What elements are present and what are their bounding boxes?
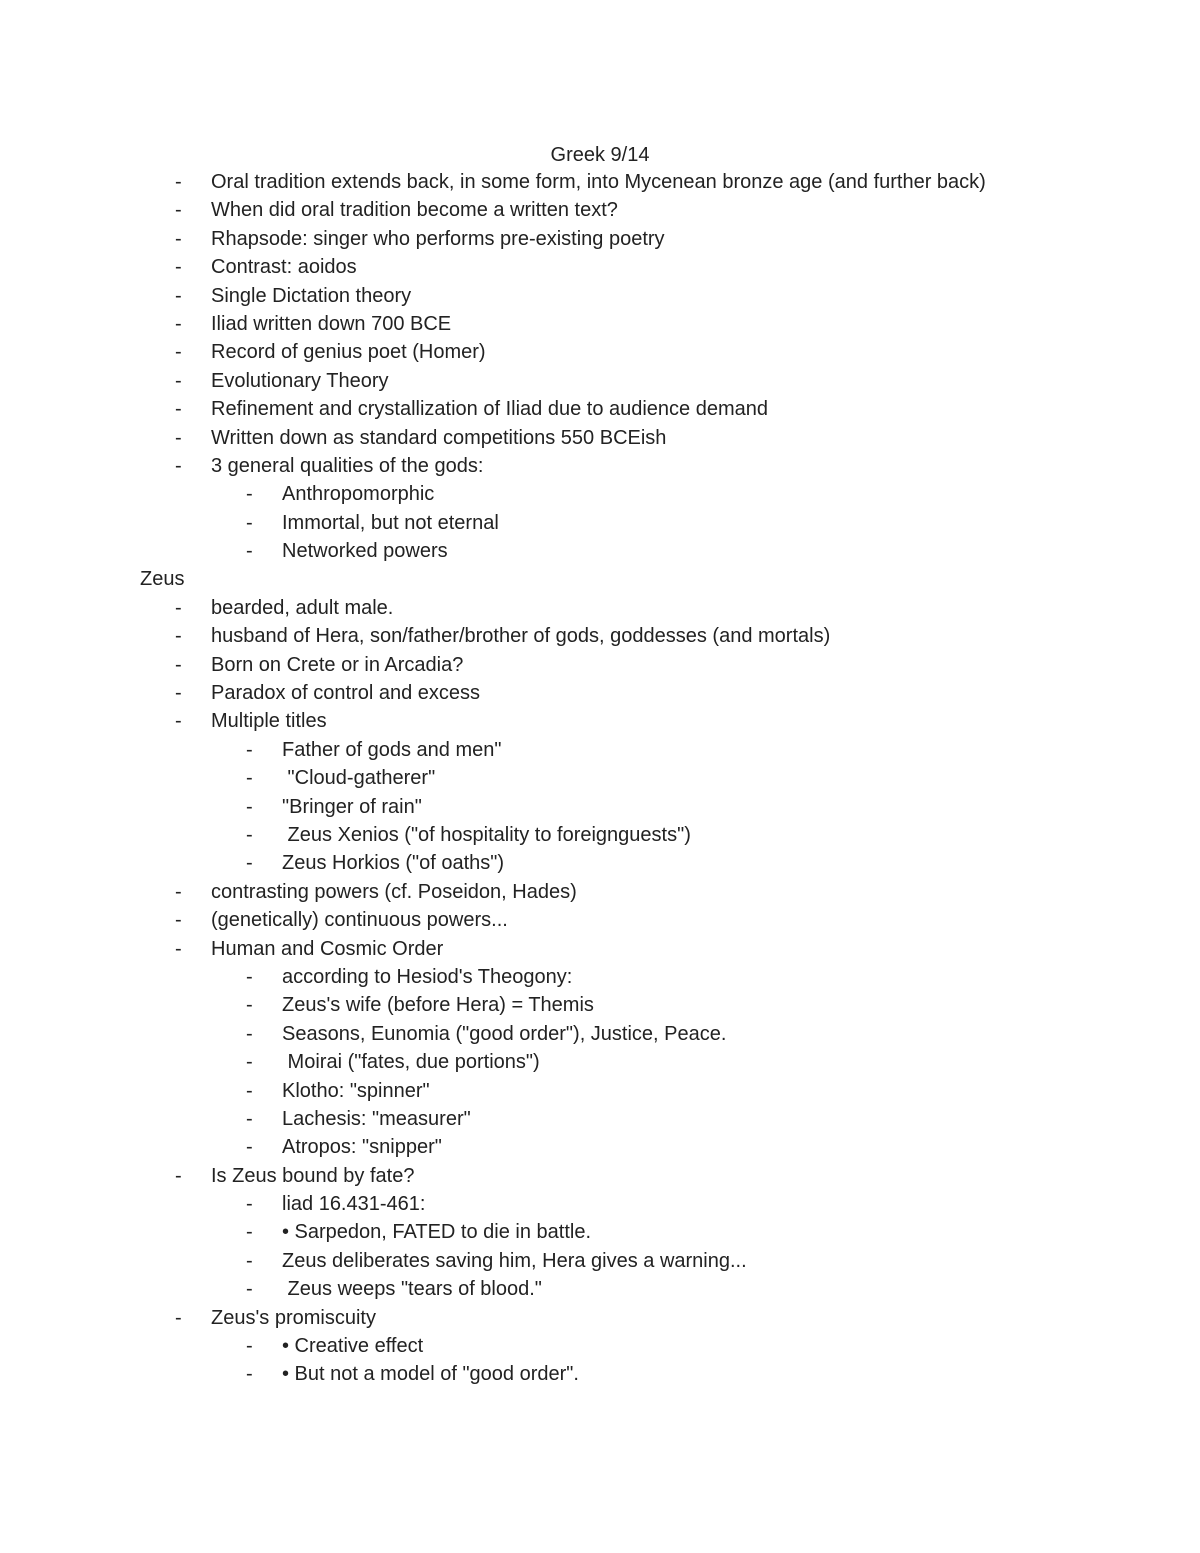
bullet-dash: -	[246, 738, 253, 761]
sub-list-item-text: Zeus weeps "tears of blood."	[282, 1278, 542, 1301]
list-item-text: Iliad written down 700 BCE	[211, 312, 452, 335]
sub-list-item-text: Networked powers	[282, 540, 448, 563]
list-item-text: Human and Cosmic Order	[211, 937, 444, 960]
list-item	[0, 168, 1200, 196]
sub-list-item	[0, 1190, 1200, 1218]
sub-list-item-text: liad 16.431-461:	[282, 1193, 426, 1216]
list-item	[0, 935, 1200, 963]
list-item-text: 3 general qualities of the gods:	[211, 454, 484, 477]
bullet-dash: -	[246, 1363, 253, 1386]
list-item-text: Rhapsode: singer who performs pre-existing poetry	[211, 227, 665, 250]
sub-list-item-text: Anthropomorphic	[282, 483, 435, 506]
section-heading-text: Zeus	[140, 568, 185, 591]
bullet-dash: -	[175, 454, 182, 477]
sub-list-item	[0, 509, 1200, 537]
bullet-dash: -	[246, 511, 253, 534]
bullet-dash: -	[175, 398, 182, 421]
notes-body	[0, 168, 1200, 1389]
sub-list-item	[0, 1332, 1200, 1360]
bullet-dash: -	[246, 1335, 253, 1358]
bullet-dash: -	[246, 1022, 253, 1045]
list-item-text: Record of genius poet (Homer)	[211, 341, 486, 364]
sub-list-item-text: Zeus Xenios ("of hospitality to foreignguests")	[282, 823, 691, 846]
bullet-dash: -	[175, 909, 182, 932]
bullet-dash: -	[175, 199, 182, 222]
sub-list-item-text: Zeus deliberates saving him, Hera gives a warning...	[282, 1249, 747, 1272]
list-item-text: bearded, adult male.	[211, 596, 394, 619]
list-item-text: Multiple titles	[211, 710, 327, 733]
bullet-dash: -	[175, 625, 182, 648]
list-item	[0, 1162, 1200, 1190]
section-heading	[0, 565, 1200, 593]
bullet-dash: -	[246, 1221, 253, 1244]
sub-list-item-text: • Creative effect	[282, 1335, 424, 1358]
list-item-text: Paradox of control and excess	[211, 682, 481, 705]
list-item	[0, 196, 1200, 224]
list-item	[0, 253, 1200, 281]
bullet-dash: -	[175, 284, 182, 307]
bullet-dash: -	[175, 880, 182, 903]
sub-list-item-text: Immortal, but not eternal	[282, 511, 499, 534]
sub-list-item-text: Lachesis: "measurer"	[282, 1107, 471, 1130]
bullet-dash: -	[246, 1193, 253, 1216]
list-item	[0, 338, 1200, 366]
bullet-dash: -	[246, 1107, 253, 1130]
bullet-dash: -	[175, 1164, 182, 1187]
bullet-dash: -	[246, 1136, 253, 1159]
sub-list-item	[0, 1048, 1200, 1076]
list-item-text: When did oral tradition become a written text?	[211, 199, 618, 222]
sub-list-item	[0, 1218, 1200, 1246]
sub-list-item-text: "Bringer of rain"	[282, 795, 422, 818]
bullet-dash: -	[246, 1249, 253, 1272]
bullet-dash: -	[175, 369, 182, 392]
list-item-text: Oral tradition extends back, in some form, into Mycenean bronze age (and further back)	[211, 171, 986, 193]
list-item	[0, 395, 1200, 423]
list-item	[0, 225, 1200, 253]
sub-list-item-text: according to Hesiod's Theogony:	[282, 965, 573, 988]
list-item	[0, 878, 1200, 906]
list-item-text: Born on Crete or in Arcadia?	[211, 653, 464, 676]
sub-list-item	[0, 1275, 1200, 1303]
list-item-text: Evolutionary Theory	[211, 369, 389, 392]
bullet-dash: -	[246, 1079, 253, 1102]
bullet-dash: -	[246, 965, 253, 988]
sub-list-item	[0, 1247, 1200, 1275]
bullet-dash: -	[175, 596, 182, 619]
bullet-dash: -	[175, 682, 182, 705]
list-item	[0, 622, 1200, 650]
bullet-dash: -	[175, 426, 182, 449]
bullet-dash: -	[175, 1306, 182, 1329]
bullet-dash: -	[175, 227, 182, 250]
list-item	[0, 707, 1200, 735]
list-item-text: (genetically) continuous powers...	[211, 909, 508, 932]
bullet-dash: -	[246, 1051, 253, 1074]
list-item	[0, 310, 1200, 338]
bullet-dash: -	[246, 823, 253, 846]
bullet-dash: -	[175, 937, 182, 960]
bullet-dash: -	[175, 653, 182, 676]
list-item	[0, 906, 1200, 934]
bullet-dash: -	[246, 540, 253, 563]
sub-list-item	[0, 1133, 1200, 1161]
sub-list-item	[0, 849, 1200, 877]
bullet-dash: -	[246, 767, 253, 790]
bullet-dash: -	[246, 994, 253, 1017]
sub-list-item-text: Moirai ("fates, due portions")	[282, 1051, 540, 1074]
list-item-text: Single Dictation theory	[211, 284, 412, 307]
list-item	[0, 452, 1200, 480]
bullet-dash: -	[175, 256, 182, 279]
sub-list-item	[0, 537, 1200, 565]
list-item-text: Written down as standard competitions 550 BCEish	[211, 426, 667, 449]
list-item-text: husband of Hera, son/father/brother of gods, goddesses (and mortals)	[211, 625, 831, 648]
list-item-text: Refinement and crystallization of Iliad due to audience demand	[211, 398, 769, 421]
list-item	[0, 594, 1200, 622]
sub-list-item-text: Zeus Horkios ("of oaths")	[282, 852, 505, 875]
sub-list-item	[0, 821, 1200, 849]
list-item	[0, 679, 1200, 707]
list-item	[0, 282, 1200, 310]
sub-list-item	[0, 1360, 1200, 1388]
bullet-dash: -	[175, 171, 182, 193]
sub-list-item-text: "Cloud-gatherer"	[282, 767, 436, 790]
sub-list-item-text: Seasons, Eunomia ("good order"), Justice, Peace.	[282, 1022, 727, 1045]
list-item-text: Contrast: aoidos	[211, 256, 357, 279]
sub-list-item	[0, 991, 1200, 1019]
sub-list-item	[0, 963, 1200, 991]
sub-list-item-text: Zeus's wife (before Hera) = Themis	[282, 994, 594, 1017]
bullet-dash: -	[246, 852, 253, 875]
sub-list-item	[0, 764, 1200, 792]
sub-list-item-text: Klotho: "spinner"	[282, 1079, 430, 1102]
list-item	[0, 424, 1200, 452]
sub-list-item	[0, 1105, 1200, 1133]
bullet-dash: -	[246, 1278, 253, 1301]
list-item-text: contrasting powers (cf. Poseidon, Hades)	[211, 880, 577, 903]
sub-list-item	[0, 1020, 1200, 1048]
sub-list-item-text: Father of gods and men"	[282, 738, 502, 761]
list-item	[0, 1304, 1200, 1332]
sub-list-item-text: • But not a model of "good order".	[282, 1363, 579, 1386]
sub-list-item	[0, 793, 1200, 821]
bullet-dash: -	[175, 312, 182, 335]
sub-list-item	[0, 1077, 1200, 1105]
list-item	[0, 367, 1200, 395]
bullet-dash: -	[246, 795, 253, 818]
list-item-text: Zeus's promiscuity	[211, 1306, 376, 1329]
bullet-dash: -	[175, 341, 182, 364]
sub-list-item	[0, 736, 1200, 764]
page-title: Greek 9/14	[550, 144, 650, 166]
sub-list-item	[0, 480, 1200, 508]
sub-list-item-text: Atropos: "snipper"	[282, 1136, 442, 1159]
sub-list-item-text: • Sarpedon, FATED to die in battle.	[282, 1221, 592, 1244]
bullet-dash: -	[246, 483, 253, 506]
list-item-text: Is Zeus bound by fate?	[211, 1164, 415, 1187]
bullet-dash: -	[175, 710, 182, 733]
list-item	[0, 651, 1200, 679]
